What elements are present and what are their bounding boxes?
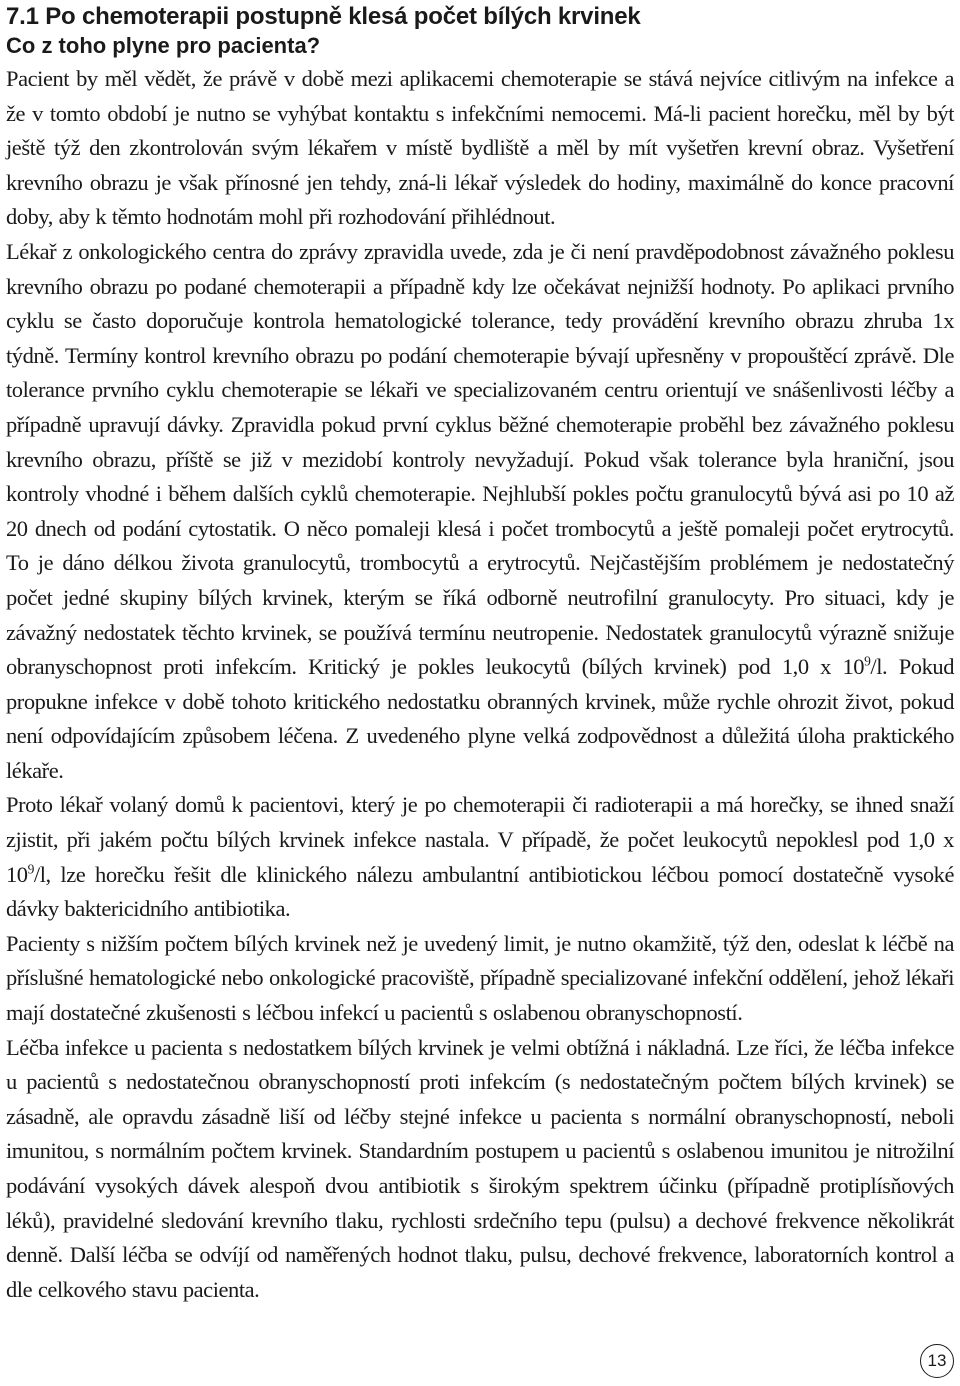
- paragraph-5: Léčba infekce u pacienta s nedostatkem bílých krvinek je velmi obtížná i nákladná. Lze říci, že léčba infekce u pacientů s nedostatečnou obranyschopností proti infekcím (s nedostatečným počtem bílých krvinek) se zásadně, ale opravdu zásadně liší od léčby stejné infekce u pacienta s normální obranyschopností, neboli imunitou, s normálním počtem krvinek. Standardním postupem u pacientů s oslabenou imunitou je nitrožilní podávání vysokých dávek alespoň dvou antibiotik s širokým spektrem účinku (případně protiplísňových léků), pravidelné sledování krevního tlaku, rychlosti srdečního tepu (pulsu) a dechové frekvence několikrát denně. Další léčba se odvíjí od naměřených hodnot tlaku, pulsu, dechové frekvence, laboratorních kontrol a dle celkového stavu pacienta.: [6, 1034, 954, 1302]
- paragraph-4: Pacienty s nižším počtem bílých krvinek než je uvedený limit, je nutno okamžitě, týž den, odeslat k léčbě na příslušné hematologické nebo onkologické pracoviště, případně specializované infekční oddělení, jehož lékaři mají dostatečné zkušenosti s léčbou infekcí u pacientů s oslabenou obranyschopností.: [6, 930, 954, 1026]
- document-page: [6, 2, 954, 1307]
- paragraph-3-text-a: Proto lékař volaný domů k pacientovi, který je po chemoterapii či radioterapii a má horečky, se ihned snaží zjistit, při jakém počtu bílých krvinek infekce nastala. V případě, že počet leukocytů nepoklesl pod 1,0 x 10: [6, 792, 954, 887]
- section-subtitle: Co z toho plyne pro pacienta?: [6, 33, 321, 58]
- paragraph-3-text-b: /l, lze horečku řešit dle klinického nálezu ambulantní antibiotickou léčbou pomocí dostatečně vysoké dávky baktericidního antibiotika.: [6, 861, 954, 922]
- page-number-badge: 13: [920, 1344, 954, 1378]
- paragraph-3: [6, 788, 954, 926]
- paragraph-3-exponent: 9: [27, 861, 34, 877]
- paragraph-2-text-b: /l. Pokud propukne infekce v době tohoto kritického nedostatku obranných krvinek, může rychle ohrozit život, pokud není odpovídajícím způsobem léčena. Z uvedeného plyne velká zodpovědnost a důležitá úloha praktického lékaře.: [6, 654, 954, 783]
- section-title: 7.1 Po chemoterapii postupně klesá počet bílých krvinek: [6, 3, 641, 30]
- paragraph-1: Pacient by měl vědět, že právě v době mezi aplikacemi chemoterapie se stává nejvíce citlivým na infekce a že v tomto období je nutno se vyhýbat kontaktu s infekčními nemocemi. Má-li pacient horečku, měl by být ještě týž den zkontrolován svým lékařem v místě bydliště a měl by mít vyšetřen krevní obraz. Vyšetření krevního obrazu je však přínosné jen tehdy, zná-li lékař výsledek do hodiny, maximálně do konce pracovní doby, aby k těmto hodnotám mohl při rozhodování přihlédnout.: [6, 66, 954, 230]
- paragraph-2-exponent: 9: [864, 653, 871, 669]
- paragraph-2-text-a: Lékař z onkologického centra do zprávy zpravidla uvede, zda je či není pravděpodobnost závažného poklesu krevního obrazu po podané chemoterapii a případně kdy lze očekávat nejnižší hodnoty. Po aplikaci prvního cyklu se často doporučuje kontrola hematologické tolerance, tedy provádění krevního obrazu zhruba 1x týdně. Termíny kontrol krevního obrazu po podání chemoterapie bývají upřesněny v propouštěcí zprávě. Dle tolerance prvního cyklu chemoterapie se lékaři ve specializovaném centru orientují ve snášenlivosti léčby a případně upravují dávky. Zpravidla pokud první cyklus běžné chemoterapie proběhl bez závažného poklesu krevního obrazu, příště se již v mezidobí kontroly nevyžadují. Pokud však tolerance byla hraniční, jsou kontroly vhodné i během dalších cyklů chemoterapie. Nejhlubší pokles počtu granulocytů bývá asi po 10 až 20 dnech od podání cytostatik. O něco pomaleji klesá i počet trombocytů a ještě pomaleji počet erytrocytů. To je dáno délkou života granulocytů, trombocytů a erytrocytů. Nejčastějším problémem je nedostatečný počet jedné skupiny bílých krvinek, kterým se říká odborně neutrofilní granulocyty. Pro situaci, kdy je závažný nedostatek těchto krvinek, se používá termínu neutropenie. Nedostatek granulocytů výrazně snižuje obranyschopnost proti infekcím. Kritický je pokles leukocytů (bílých krvinek) pod 1,0 x 10: [6, 238, 954, 680]
- paragraph-2: [6, 235, 954, 789]
